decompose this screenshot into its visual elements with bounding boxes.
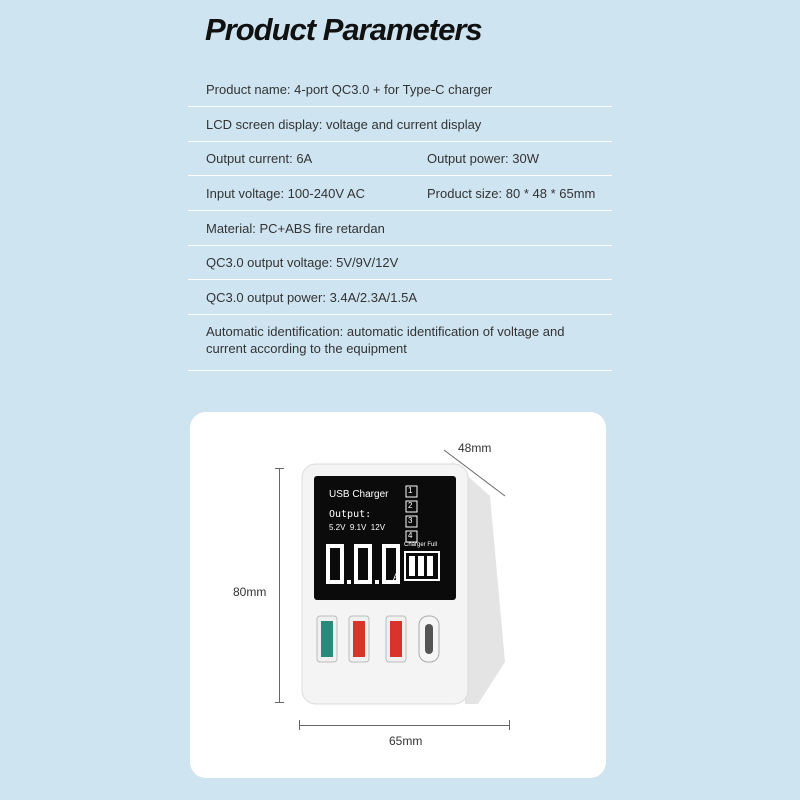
charger-illustration xyxy=(190,412,606,778)
param-qc-power: QC3.0 output power: 3.4A/2.3A/1.5A xyxy=(206,289,418,305)
param-material: Material: PC+ABS fire retardan xyxy=(206,220,385,236)
param-input-voltage: Input voltage: 100-240V AC xyxy=(206,185,366,201)
param-auto-identification: Automatic identification: automatic identification of voltage and current according to the equipment xyxy=(206,324,565,356)
param-output-current: Output current: 6A xyxy=(206,151,313,166)
parameters-table xyxy=(188,72,612,371)
width-label: 65mm xyxy=(389,734,423,748)
screen-port-1: 1 xyxy=(408,486,413,495)
screen-output-label: Output: xyxy=(329,509,372,520)
param-row xyxy=(188,72,612,107)
page-title: Product Parameters xyxy=(205,12,482,47)
screen-port-4: 4 xyxy=(408,531,413,540)
param-product-name: Product name: 4-port QC3.0 + for Type-C charger xyxy=(206,81,493,97)
param-qc-voltage: QC3.0 output voltage: 5V/9V/12V xyxy=(206,255,399,270)
param-lcd-display: LCD screen display: voltage and current display xyxy=(206,116,482,132)
screen-brand: USB Charger xyxy=(329,489,389,500)
screen-port-2: 2 xyxy=(408,501,413,510)
screen-charger-full: Charger Full xyxy=(404,542,438,548)
param-row xyxy=(188,211,612,246)
screen-unit: A xyxy=(393,572,400,582)
param-row xyxy=(188,246,612,280)
height-label: 80mm xyxy=(233,585,267,599)
param-row xyxy=(188,280,612,315)
param-row xyxy=(188,315,612,371)
depth-label: 48mm xyxy=(458,441,492,455)
param-row xyxy=(188,107,612,142)
param-output-power: Output power: 30W xyxy=(427,151,539,166)
param-product-size: Product size: 80 * 48 * 65mm xyxy=(427,185,596,201)
param-row xyxy=(188,142,612,176)
screen-voltages: 5.2V 9.1V 12V xyxy=(329,523,386,532)
screen-port-3: 3 xyxy=(408,516,413,525)
product-image-card xyxy=(190,412,606,778)
param-row xyxy=(188,176,612,211)
